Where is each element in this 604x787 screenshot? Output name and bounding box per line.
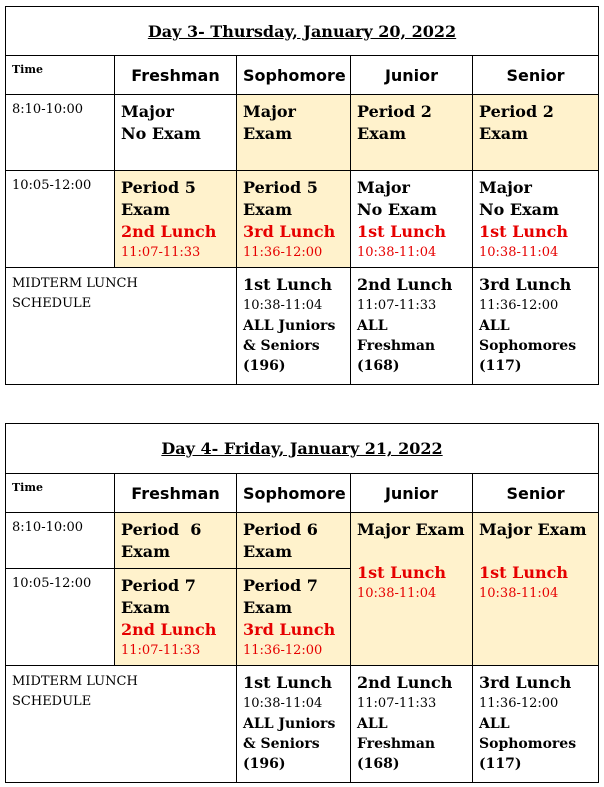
day4-third-lunch [473,666,599,783]
lunch-group: Sophomores [479,338,577,354]
lunch-time: 10:38-11:04 [479,245,559,260]
label-line: SCHEDULE [12,694,92,709]
cell-line: Exam [243,598,293,617]
lunch-time: 11:36-12:00 [243,643,323,658]
lunch-time: 11:36-12:00 [243,245,323,260]
cell-line: Exam [121,542,171,561]
lunch-name: 1st Lunch [479,222,568,241]
lunch-count: (196) [243,358,286,374]
cell-line: Exam [121,598,171,617]
col-header-sophomore: Sophomore [237,474,351,513]
lunch-name: 1st Lunch [479,563,568,582]
cell-line: Period 2 [357,102,432,121]
cell-line: Exam [243,200,293,219]
cell-line: Major [243,102,296,121]
lunch-group: ALL [479,716,510,732]
spacer [479,541,592,562]
col-header-junior: Junior [351,56,473,95]
day4-title: Day 4- Friday, January 21, 2022 [6,424,599,474]
lunch-time: 11:36-12:00 [479,298,559,313]
col-header-senior: Senior [473,56,599,95]
day4-schedule-table [5,423,599,783]
cell-line: Major [479,178,532,197]
cell-line: Exam [121,200,171,219]
lunch-time: 10:38-11:04 [243,298,323,313]
day4-sophomore-slot2 [237,569,351,666]
lunch-group: Sophomores [479,736,577,752]
day3-sophomore-slot1 [237,95,351,171]
time-slot-2: 10:05-12:00 [6,569,115,666]
day3-senior-slot2 [473,171,599,268]
day3-freshman-slot2 [115,171,237,268]
cell-line: Exam [243,124,293,143]
lunch-group: & Seniors [243,736,320,752]
lunch-name: 3rd Lunch [479,275,572,294]
cell-line: Period 7 [121,576,196,595]
lunch-group: & Seniors [243,338,320,354]
lunch-group: ALL Juniors [243,716,336,732]
lunch-name: 2nd Lunch [357,673,453,692]
col-header-junior: Junior [351,474,473,513]
lunch-group: ALL Juniors [243,318,336,334]
cell-line: Period 6 [121,520,202,539]
lunch-name: 1st Lunch [357,563,446,582]
day4-junior-merged [351,513,473,666]
cell-line: Exam [479,124,529,143]
day3-freshman-slot1 [115,95,237,171]
cell-line: Period 6 [243,520,318,539]
day4-senior-merged [473,513,599,666]
cell-line: Exam [243,542,293,561]
lunch-time: 11:36-12:00 [479,696,559,711]
lunch-name: 3rd Lunch [479,673,572,692]
day3-senior-slot1 [473,95,599,171]
lunch-name: 1st Lunch [357,222,446,241]
cell-line: Period 2 [479,102,554,121]
day4-freshman-slot1 [115,513,237,569]
cell-line: Major Exam [357,520,465,539]
lunch-time: 10:38-11:04 [357,586,437,601]
cell-line: Period 5 [121,178,196,197]
day4-lunch-schedule-label [6,666,237,783]
lunch-group: ALL [357,318,388,334]
lunch-time: 10:38-11:04 [479,586,559,601]
day3-second-lunch [351,268,473,385]
lunch-name: 2nd Lunch [357,275,453,294]
day3-junior-slot2 [351,171,473,268]
lunch-name: 2nd Lunch [121,620,217,639]
cell-line: Major Exam [479,520,587,539]
label-line: MIDTERM LUNCH [12,276,138,291]
day4-second-lunch [351,666,473,783]
lunch-name: 3rd Lunch [243,620,336,639]
lunch-time: 11:07-11:33 [357,696,437,711]
cell-line: Exam [357,124,407,143]
lunch-count: (168) [357,358,400,374]
label-line: MIDTERM LUNCH [12,674,138,689]
time-slot-1: 8:10-10:00 [6,513,115,569]
lunch-count: (117) [479,756,522,772]
lunch-count: (168) [357,756,400,772]
cell-line: No Exam [357,200,437,219]
day3-schedule-table [5,6,599,385]
day3-junior-slot1 [351,95,473,171]
lunch-name: 3rd Lunch [243,222,336,241]
cell-line: Major [357,178,410,197]
lunch-time: 10:38-11:04 [357,245,437,260]
day3-sophomore-slot2 [237,171,351,268]
lunch-name: 1st Lunch [243,673,332,692]
cell-line: Major [121,102,174,121]
col-header-freshman: Freshman [115,474,237,513]
col-header-sophomore: Sophomore [237,56,351,95]
day3-first-lunch [237,268,351,385]
cell-line: No Exam [479,200,559,219]
lunch-time: 11:07-11:33 [121,643,201,658]
time-slot-1: 8:10-10:00 [6,95,115,171]
lunch-group: ALL [479,318,510,334]
day4-freshman-slot2 [115,569,237,666]
lunch-time: 11:07-11:33 [357,298,437,313]
time-header: Time [6,474,115,513]
label-line: SCHEDULE [12,296,92,311]
time-header: Time [6,56,115,95]
lunch-count: (117) [479,358,522,374]
day4-sophomore-slot1 [237,513,351,569]
day3-third-lunch [473,268,599,385]
cell-line: Period 7 [243,576,318,595]
lunch-group: Freshman [357,736,436,752]
time-slot-2: 10:05-12:00 [6,171,115,268]
lunch-time: 11:07-11:33 [121,245,201,260]
lunch-group: Freshman [357,338,436,354]
spacer [357,541,466,562]
lunch-group: ALL [357,716,388,732]
lunch-time: 10:38-11:04 [243,696,323,711]
day3-lunch-schedule-label [6,268,237,385]
cell-line: No Exam [121,124,201,143]
day3-title: Day 3- Thursday, January 20, 2022 [6,7,599,56]
lunch-name: 2nd Lunch [121,222,217,241]
day4-first-lunch [237,666,351,783]
col-header-senior: Senior [473,474,599,513]
cell-line: Period 5 [243,178,318,197]
lunch-name: 1st Lunch [243,275,332,294]
col-header-freshman: Freshman [115,56,237,95]
lunch-count: (196) [243,756,286,772]
